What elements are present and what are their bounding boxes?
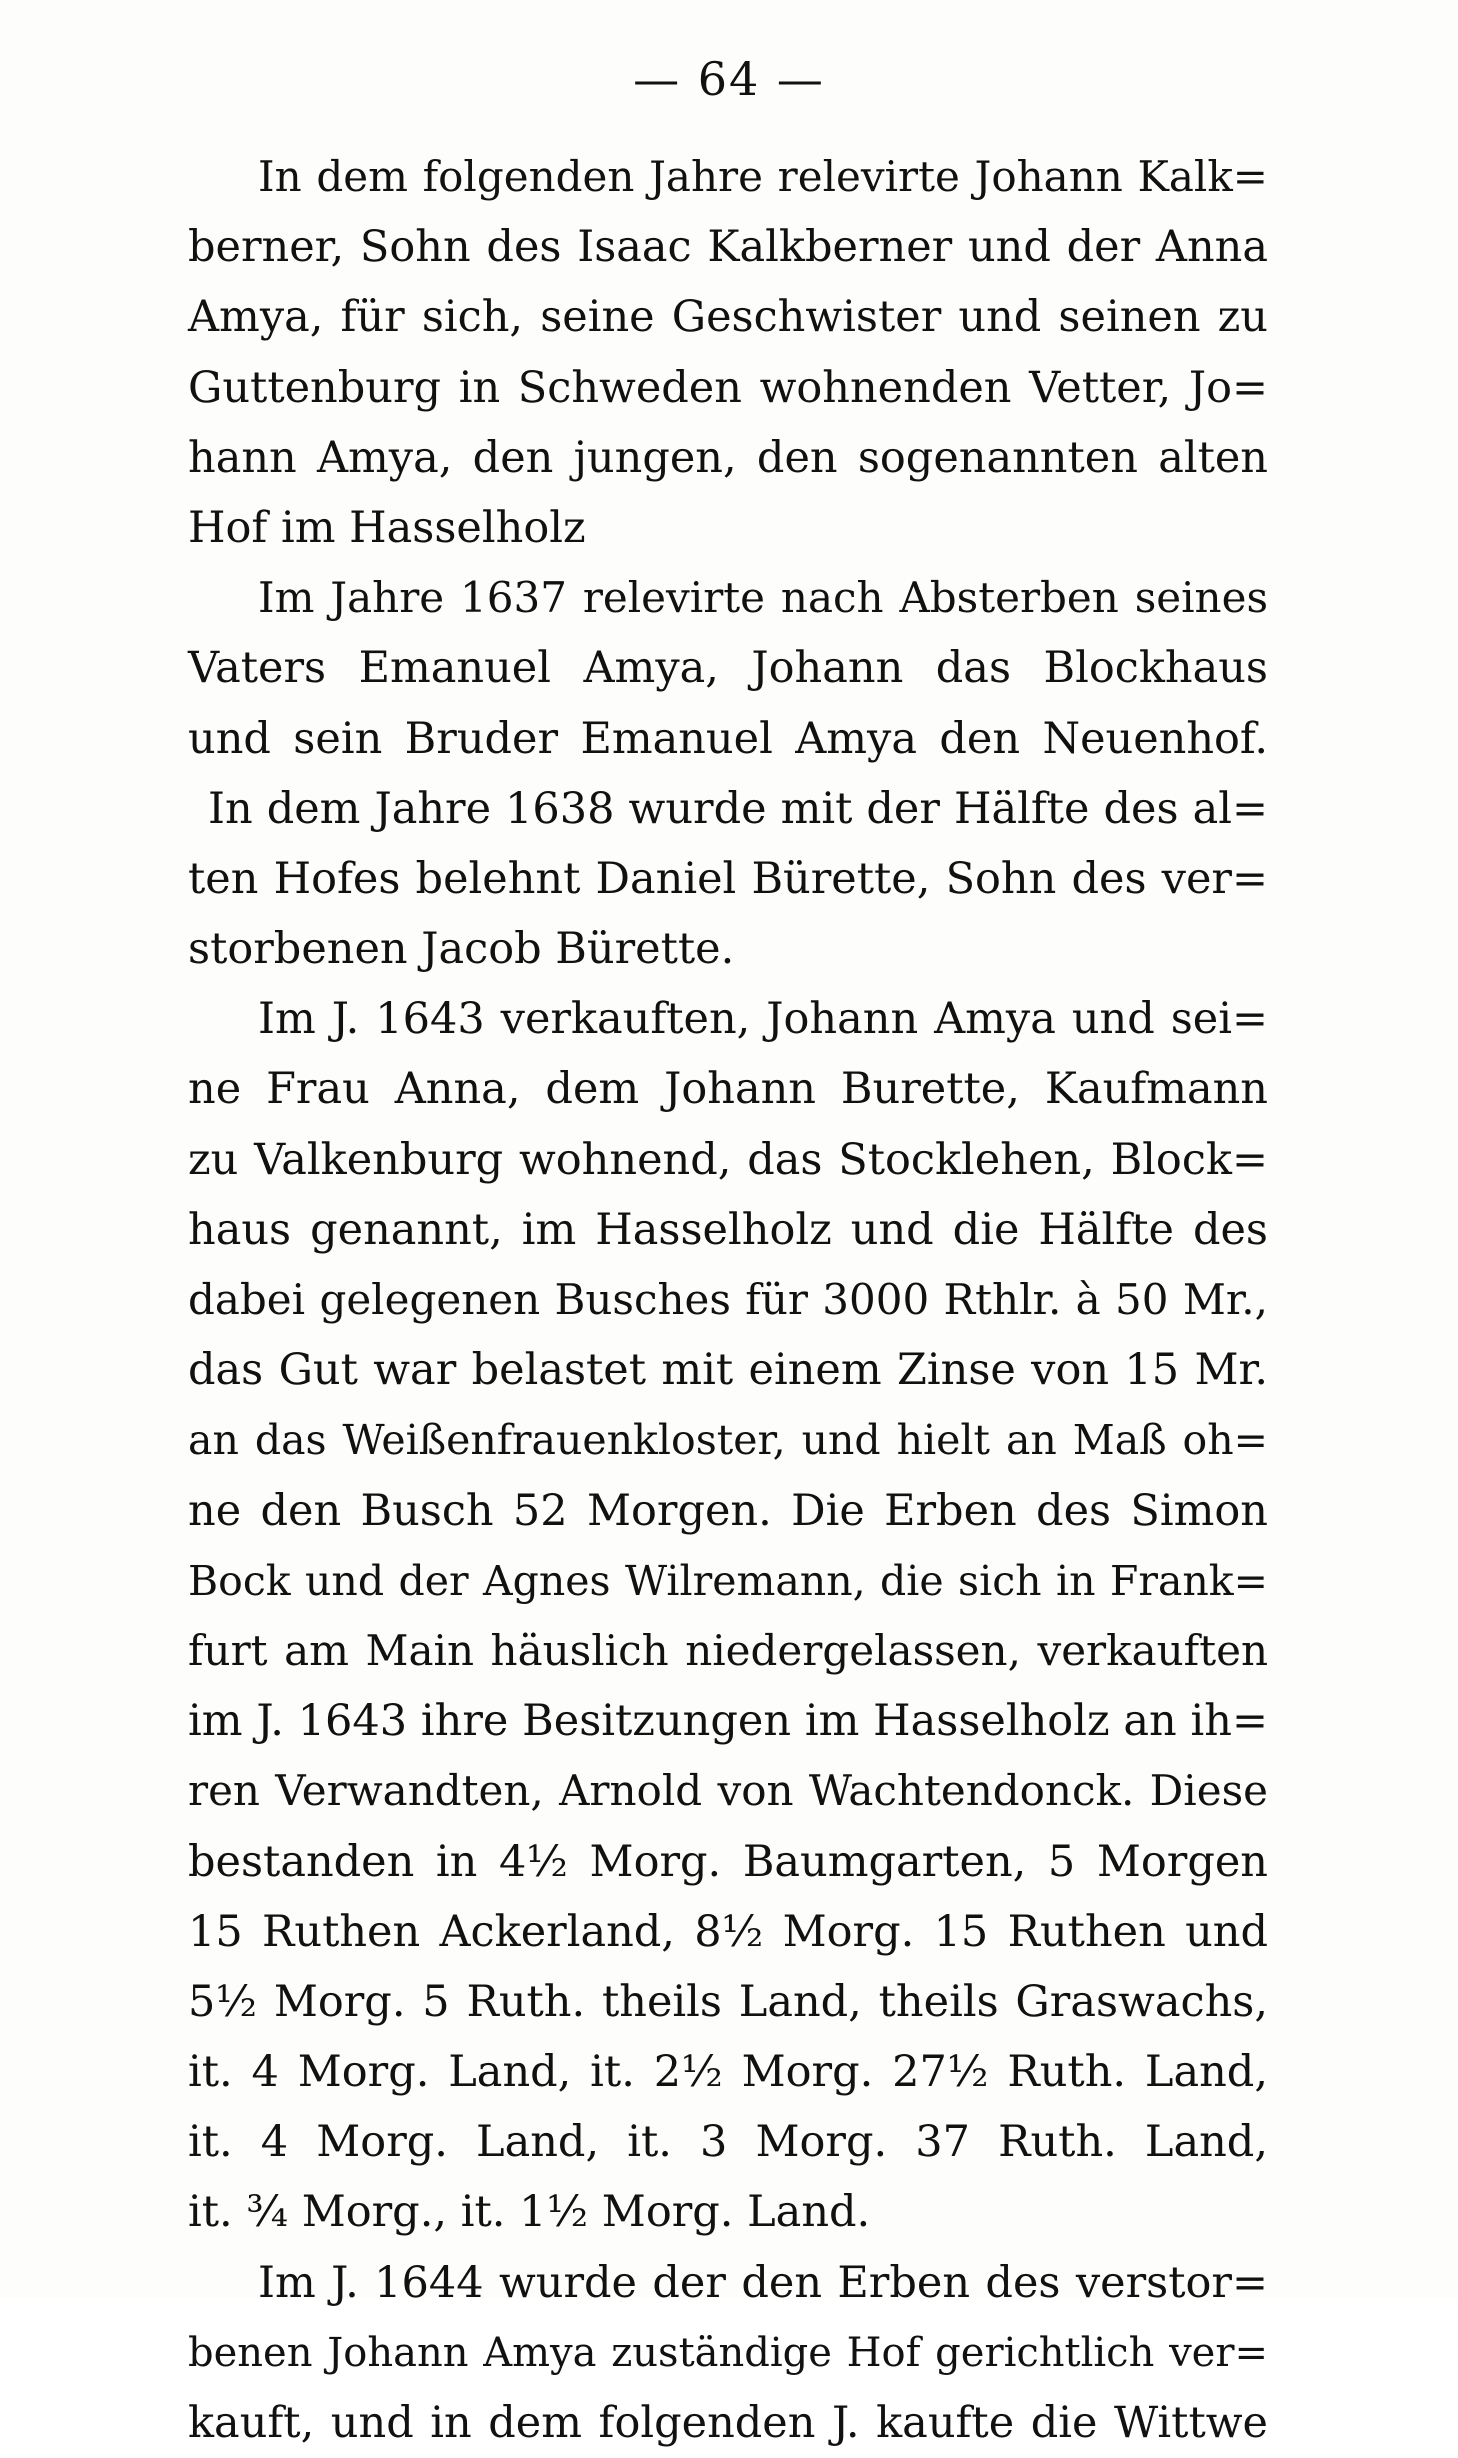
text-line: Guttenburg in Schweden wohnenden Vetter, Jo= [188, 362, 1268, 413]
text-line: haus genannt, im Hasselholz und die Hälfte des [188, 1204, 1268, 1255]
text-line: Amya, für sich, seine Geschwister und seinen zu [188, 292, 1268, 343]
text-line: kauft, und in dem folgenden J. kaufte die Wittwe [188, 2398, 1268, 2448]
text-line: 5½ Morg. 5 Ruth. theils Land, theils Graswachs, [188, 1976, 1268, 2027]
text-line: ne Frau Anna, dem Johann Burette, Kaufmann [188, 1064, 1268, 1115]
text-line: hann Amya, den jungen, den sogenannten alten [188, 432, 1268, 483]
text-line: 15 Ruthen Ackerland, 8½ Morg. 15 Ruthen und [188, 1906, 1268, 1957]
text-line: furt am Main häuslich niedergelassen, verkauften [188, 1625, 1268, 1675]
text-line: it. ¾ Morg., it. 1½ Morg. Land. [188, 2187, 871, 2238]
text-line: Hof im Hasselholz [188, 502, 586, 553]
text-line: In dem Jahre 1638 wurde mit der Hälfte des al= [208, 783, 1268, 834]
body-text [188, 142, 1268, 2458]
text-line: In dem folgenden Jahre relevirte Johann Kalk= [258, 152, 1268, 201]
text-line: im J. 1643 ihre Besitzungen im Hasselholz an ih= [188, 1696, 1268, 1747]
text-line: zu Valkenburg wohnend, das Stocklehen, Block= [188, 1134, 1268, 1185]
text-line: dabei gelegenen Busches für 3000 Rthlr. à 50 Mr., [188, 1275, 1268, 1324]
page-number: — 64 — [633, 52, 825, 106]
text-line: berner, Sohn des Isaac Kalkberner und der Anna [188, 222, 1268, 273]
text-line: Im J. 1643 verkauften, Johann Amya und sei= [258, 994, 1268, 1045]
text-line: storbenen Jacob Bürette. [188, 924, 735, 975]
text-line: das Gut war belastet mit einem Zinse von 15 Mr. [188, 1345, 1268, 1396]
text-line: bestanden in 4½ Morg. Baumgarten, 5 Morgen [188, 1836, 1268, 1887]
text-line: ne den Busch 52 Morgen. Die Erben des Simon [188, 1485, 1268, 1536]
text-line: ren Verwandten, Arnold von Wachtendonck. Diese [188, 1766, 1268, 1816]
text-line: an das Weißenfrauenkloster, und hielt an Maß oh= [188, 1416, 1268, 1465]
text-line: Im Jahre 1637 relevirte nach Absterben seines [258, 573, 1268, 623]
text-line: Im J. 1644 wurde der den Erben des verstor= [258, 2257, 1268, 2308]
text-line: ten Hofes belehnt Daniel Bürette, Sohn des ver= [188, 853, 1268, 904]
text-line: Vaters Emanuel Amya, Johann das Blockhaus [188, 643, 1268, 694]
text-line: benen Johann Amya zuständige Hof gerichtlich ver= [188, 2329, 1268, 2376]
text-line: Bock und der Agnes Wilremann, die sich in Frank= [188, 1556, 1268, 1605]
text-line: it. 4 Morg. Land, it. 3 Morg. 37 Ruth. Land, [188, 2117, 1268, 2168]
text-line: it. 4 Morg. Land, it. 2½ Morg. 27½ Ruth. Land, [188, 2047, 1268, 2098]
text-line: und sein Bruder Emanuel Amya den Neuenhof. [188, 713, 1268, 764]
